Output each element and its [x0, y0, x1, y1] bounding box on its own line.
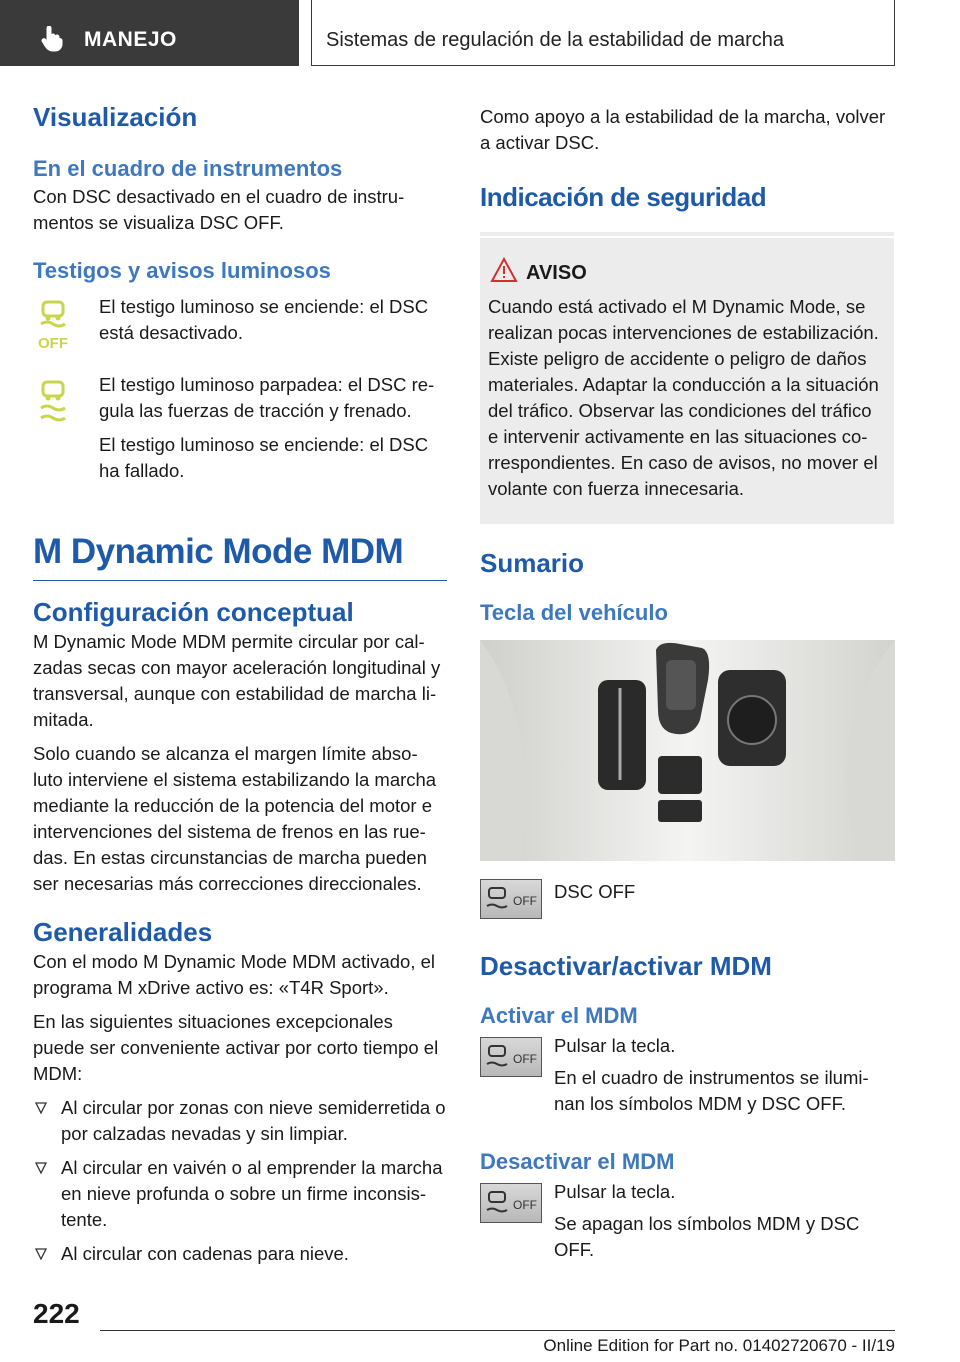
triangle-bullet-icon: [35, 1102, 47, 1114]
triangle-bullet-icon: [35, 1162, 47, 1174]
hand-pointer-icon: [40, 26, 64, 52]
triangle-bullet-icon: [35, 1248, 47, 1260]
warning-text: Cuando está activado el M Dynamic Mode, se realizan pocas intervenciones de estabilización. Existe peligro de accidente o peligro de daños materiales. Adaptar la conducción a la situación del tráfico. Observar las condiciones del tráfico e intervenir activamente en las situaciones co-rrespondientes. En caso de avisos, no mover el volante con fuerza innecesaria.: [488, 296, 879, 499]
text-desactivar-1: Pulsar la tecla.: [554, 1181, 676, 1202]
warning-triangle-icon: [490, 257, 518, 283]
text-intro-right: Como apoyo a la estabilidad de la marcha, volver a activar DSC.: [480, 106, 886, 153]
heading-visualizacion: Visualización: [33, 102, 198, 132]
activar-row: [480, 1033, 894, 1117]
text-config-2: Solo cuando se alcanza el margen límite abso-luto interviene el sistema estabilizando la marcha mediante la reducción de la potencia del motor e intervenciones del sistema de frenos en las rue-das. En estas circunstancias de marcha pueden ser necesarias más correcciones direccionales.: [33, 743, 437, 894]
header-chapter-title: Sistemas de regulación de la estabilidad de marcha: [326, 29, 785, 51]
text-testigo-2: El testigo luminoso parpadea: el DSC re-gula las fuerzas de tracción y frenado.: [99, 374, 435, 421]
testigo-dsc-blink-row: [33, 372, 447, 436]
footer-divider: [100, 1330, 895, 1331]
text-gen-1: Con el modo M Dynamic Mode MDM activado, el programa M xDrive activo es: «T4R Sport».: [33, 951, 436, 998]
chapter-mdm: M Dynamic Mode MDM: [33, 530, 447, 581]
page-number: 222: [33, 1298, 80, 1329]
center-console-photo: [480, 640, 895, 861]
svg-text:OFF: OFF: [513, 1198, 537, 1212]
header-title-box: [311, 0, 895, 66]
list-item: Al circular en vaivén o al emprender la marcha en nieve profunda o sobre un firme inconsis-tente.: [33, 1155, 447, 1233]
heading-cuadro-instrumentos: En el cuadro de instrumentos: [33, 156, 343, 181]
heading-desactivar-activar: Desactivar/activar MDM: [480, 951, 772, 981]
mdm-button-icon: [480, 1037, 542, 1077]
text-desactivar-2: Se apagan los símbolos MDM y DSC OFF.: [554, 1213, 860, 1260]
list-item: Al circular con cadenas para nieve.: [33, 1241, 447, 1267]
text-activar-1: Pulsar la tecla.: [554, 1035, 676, 1056]
heading-tecla-vehiculo: Tecla del vehículo: [480, 600, 668, 625]
testigo-dsc-off-row: [33, 294, 447, 358]
dsc-off-warning-icon: [33, 298, 73, 356]
warning-box: [480, 238, 894, 524]
text-testigo-1: El testigo luminoso se enciende: el DSC está desactivado.: [99, 296, 429, 343]
dsc-regulating-warning-icon: [33, 376, 73, 434]
dsc-off-button-row: [480, 879, 894, 923]
icon-off-text: OFF: [38, 335, 68, 352]
text-gen-2: En las siguientes situaciones excepcionales puede ser conveniente activar por corto tiempo el MDM:: [33, 1011, 439, 1084]
header-section-tab: [0, 0, 299, 66]
bullet-list: [33, 1095, 447, 1267]
text-cuadro: Con DSC desactivado en el cuadro de instru-mentos se visualiza DSC OFF.: [33, 186, 405, 233]
dsc-off-button-icon: [480, 879, 542, 919]
heading-activar-mdm: Activar el MDM: [480, 1003, 638, 1028]
heading-configuracion: Configuración conceptual: [33, 597, 354, 627]
heading-sumario: Sumario: [480, 548, 585, 578]
text-config-1: M Dynamic Mode MDM permite circular por cal-zadas secas con mayor aceleración longitudinal y transversal, aunque con estabilidad de marcha li-mitada.: [33, 631, 441, 730]
console-illustration: [480, 640, 895, 861]
warning-title: AVISO: [526, 260, 886, 286]
left-column: [33, 100, 447, 1267]
header-section-label: MANEJO: [84, 28, 177, 51]
heading-seguridad: Indicación de seguridad: [480, 180, 894, 236]
heading-desactivar-mdm: Desactivar el MDM: [480, 1149, 675, 1174]
button-off-text: OFF: [513, 894, 537, 908]
desactivar-row: [480, 1179, 894, 1263]
label-dsc-off: DSC OFF: [554, 881, 636, 902]
text-activar-2: En el cuadro de instrumentos se ilumi-nan los símbolos MDM y DSC OFF.: [554, 1067, 869, 1114]
list-item: Al circular por zonas con nieve semiderretida o por calzadas nevadas y sin limpiar.: [33, 1095, 447, 1147]
heading-testigos: Testigos y avisos luminosos: [33, 258, 331, 283]
svg-text:OFF: OFF: [513, 1052, 537, 1066]
right-column: [480, 100, 894, 1263]
text-testigo-3: El testigo luminoso se enciende: el DSC ha fallado.: [99, 434, 429, 481]
heading-generalidades: Generalidades: [33, 917, 213, 947]
footer-edition: Online Edition for Part no. 01402720670 - II/19: [543, 1336, 895, 1355]
mdm-button-icon: [480, 1183, 542, 1223]
